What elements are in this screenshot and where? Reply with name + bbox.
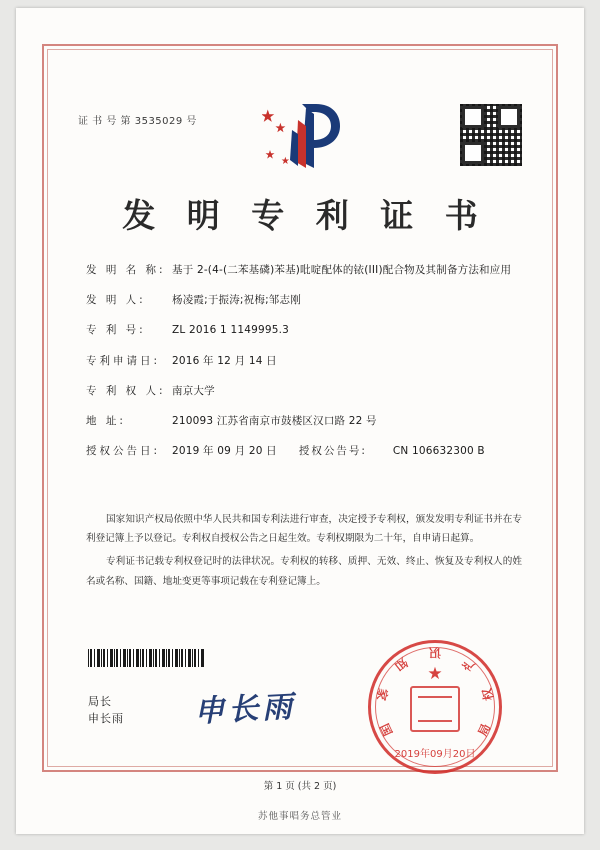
seal-text: 国 家 知 识 产 权 局 [373, 645, 497, 739]
grant-date-label: 授权公告日: [86, 445, 161, 458]
field-value: 南京大学 [172, 384, 215, 397]
official-seal [368, 640, 502, 774]
director-title [88, 694, 124, 727]
field-label: 发 明 人: [86, 294, 146, 307]
grant-number-label: 授权公告号: [298, 445, 367, 458]
director-label: 局长 [88, 695, 112, 708]
grant-number-value: CN 106632300 B [392, 445, 485, 458]
qr-code-icon [460, 104, 522, 166]
field-row-application-date [86, 354, 524, 369]
grant-date-value: 2019 年 09 月 20 日 [172, 445, 277, 458]
field-value: 杨凌霞;于振涛;祝梅;邹志刚 [172, 294, 301, 307]
field-value: 基于 2-(4-(二苯基磷)苯基)吡啶配体的铱(III)配合物及其制备方法和应用 [172, 264, 512, 276]
field-label: 地 址: [86, 415, 126, 428]
certificate-page [16, 8, 584, 834]
certificate-number: 证 书 号 第 3535029 号 [78, 116, 197, 127]
footer-note: 苏他事唱务总管业 [257, 811, 342, 822]
field-row-invention-name [86, 263, 524, 278]
field-label: 专利申请日: [86, 354, 161, 367]
field-label: 专 利 权 人: [86, 384, 166, 397]
field-row-grant-announcement [86, 444, 524, 459]
field-row-inventors [86, 293, 524, 308]
director-name: 申长雨 [88, 711, 124, 725]
page-number: 第 1 页 (共 2 页) [263, 781, 337, 792]
field-row-address [86, 414, 524, 429]
barcode-icon [88, 649, 204, 667]
page-title: 发 明 专 利 证 书 [122, 196, 488, 235]
field-value: ZL 2016 1 1149995.3 [172, 324, 290, 337]
field-value: 210093 江苏省南京市鼓楼区汉口路 22 号 [172, 415, 377, 428]
handwritten-signature: 申长雨 [193, 689, 298, 730]
legal-paragraph-2: 专利证书记载专利权登记时的法律状况。专利权的转移、质押、无效、终止、恢复及专利权人的姓名或名称、国籍、地址变更等事项记载在专利登记簿上。 [86, 556, 522, 587]
legal-paragraph-1: 国家知识产权局依照中华人民共和国专利法进行审查，决定授予专利权，颁发发明专利证书并在专利登记簿上予以登记。专利权自授权公告之日起生效。专利权期限为二十年，自申请日起算。 [86, 514, 522, 545]
seal-date: 2019年09月20日 [394, 749, 476, 760]
field-row-patent-number [86, 323, 524, 338]
legal-body-text [86, 510, 522, 595]
patent-fields [86, 263, 524, 475]
cnipa-logo-icon [262, 100, 348, 172]
field-label: 发 明 名 称: [86, 264, 166, 276]
field-row-patentee [86, 384, 524, 399]
star-icon: ★ [427, 664, 443, 683]
field-value: 2016 年 12 月 14 日 [172, 354, 277, 367]
field-label: 专 利 号: [86, 324, 146, 337]
